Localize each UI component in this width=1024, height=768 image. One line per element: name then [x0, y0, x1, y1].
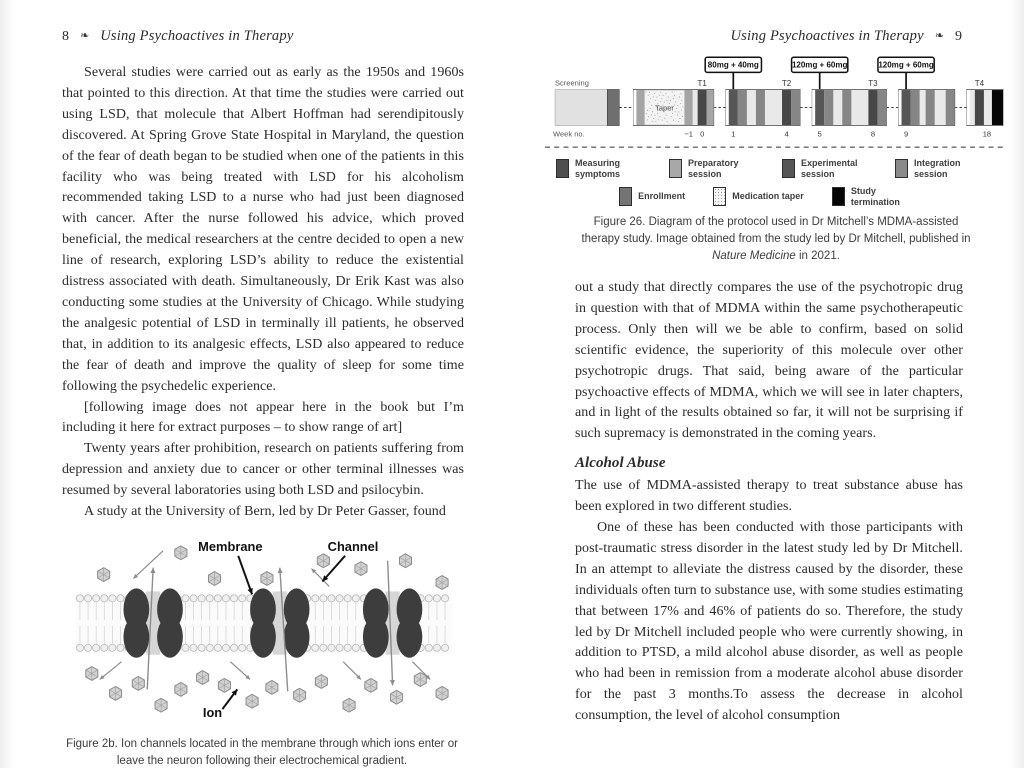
channel-protein — [250, 588, 276, 657]
right-running-title: Using Psychoactives in Therapy — [730, 28, 924, 44]
ion-label: Ion — [202, 705, 223, 721]
legend-row-1 — [545, 158, 997, 179]
legend-color-chip — [832, 187, 845, 206]
timepoint-label: T2 — [781, 78, 792, 88]
fleuron-icon: ❧ — [80, 29, 90, 42]
ion-hexagon — [197, 670, 209, 684]
ion-hexagon — [110, 686, 122, 700]
membrane-drawing — [76, 546, 452, 712]
right-page-number: 9 — [955, 29, 962, 44]
right-running-head — [545, 28, 1010, 48]
legend-label: Measuring symptoms — [575, 158, 621, 179]
legend-item — [895, 158, 986, 179]
legend-color-chip — [669, 159, 682, 178]
left-running-title: Using Psychoactives in Therapy — [100, 28, 294, 44]
legend-label: Preparatory session — [688, 158, 739, 179]
legend-color-chip — [713, 187, 726, 206]
legend-label: Study termination — [850, 186, 900, 207]
left-page-number: 8 — [62, 29, 69, 44]
membrane-figure — [62, 535, 462, 723]
protocol-figure-block — [545, 55, 1007, 265]
channel-protein — [284, 588, 310, 657]
ion-hexagon — [365, 678, 377, 692]
ion-hexagon — [391, 690, 403, 704]
legend-color-chip — [895, 159, 908, 178]
membrane-label: Membrane — [198, 538, 263, 554]
legend-item — [713, 187, 804, 206]
legend-item — [619, 187, 685, 206]
channel-protein — [157, 588, 183, 657]
screening-label: Screening — [555, 78, 589, 88]
protocol-legend — [545, 158, 997, 207]
dose-callout: 120mg + 60mg — [878, 60, 934, 70]
fleuron-icon: ❧ — [934, 29, 944, 42]
ion-hexagon — [261, 572, 273, 586]
week-number: −1 — [684, 129, 693, 139]
channel-protein — [397, 588, 423, 657]
legend-item — [832, 186, 923, 207]
paragraph: The use of MDMA-assisted therapy to treat substance abuse has been explored in two different studies. — [575, 478, 963, 515]
paragraph: One of these has been conducted with those participants with post-traumatic stress disorder in the latest study led by Dr Mitchell. In an attempt to alleviate the distress caused by the disorder, these individuals often turn to substance use, with some studies estimating that between 17% and 46% of patients do so. Therefore, the study led by Dr Mitchell included people who were currently showing, in addition to PTSD, a mild alcohol abuse disorder, as well as people who had been in remission from a moderate alcohol abuse disorder for the past 3 months.To assess the decrease in alcohol consumption, the level of alcohol consumption — [575, 519, 963, 724]
legend-label: Medication taper — [732, 191, 804, 202]
paragraph: out a study that directly compares the use of the psychotropic drug in question with that of MDMA within the same psychotherapeutic process. Only then will we be able to confirm, based on solid scientific evidence, the superiority of this molecule over other psychotropic drugs. That said, being aware of the particular psychoactive effects of MDMA, which we will see in later chapters, and in light of the results obtained so far, it will not be surprising if such supremacy is demonstrated in the coming years. — [575, 280, 963, 442]
legend-item — [669, 158, 760, 179]
ion-hexagon — [436, 576, 448, 590]
legend-color-chip — [782, 159, 795, 178]
legend-label: Integration session — [914, 158, 961, 179]
membrane-figure-caption: Figure 2b. Ion channels located in the membrane through which ions enter or leave the neuron following their electrochemical gradient. — [66, 737, 458, 767]
paragraph: Twenty years after prohibition, research on patients suffering from depression and anxiety due to cancer or other terminal illnesses was resumed by several laboratories using both LSD and psilocybin. — [62, 441, 464, 499]
ion-hexagon — [98, 568, 110, 582]
week-number: 1 — [731, 129, 736, 139]
dose-callout: 80mg + 40mg — [707, 60, 759, 70]
right-body-text — [575, 278, 963, 727]
ion-hexagon — [246, 694, 258, 708]
ion-hexagon — [132, 676, 144, 690]
legend-item — [782, 158, 873, 179]
paragraph-editorial-note: [following image does not appear here in the book but I’m including it here for extract purposes – to show range of art] — [62, 399, 464, 436]
ion-hexagon — [343, 698, 355, 712]
channel-protein — [363, 588, 389, 657]
legend-label: Experimental session — [801, 158, 858, 179]
caption-text: Figure 26. Diagram of the protocol used in Dr Mitchell’s MDMA-assisted therapy study. Image obtained from the study led by Dr Mitchell, published in — [581, 216, 971, 245]
legend-label: Enrollment — [638, 191, 686, 202]
ion-hexagon — [86, 667, 98, 681]
ion-hexagon — [218, 678, 230, 692]
page-edge-shadow-right — [1010, 0, 1024, 768]
dose-callout: 120mg + 60mg — [791, 60, 848, 70]
week-number: 0 — [700, 129, 705, 139]
left-running-head — [62, 28, 464, 48]
paragraph: Several studies were carried out as early as the 1950s and 1960s that pointed to this direction. At that time the studies were carried out using LSD, that molecule that Albert Hoffman had serendipitously discovered. At Spring Grove State Hospital in Maryland, the question of the fear of death began to be studied when one of the patients in this facility who was being treated with LSD for his alcoholism recommended taking LSD to a nurse who had just been diagnosed with cancer. After the nurse followed his advice, which proved beneficial, the medical researchers at the centre decided to open a new line of research, exploring LSD’s ability to reduce the existential distress associated with death. Simultaneously, Dr Erik Kast was also conducting some studies at the University of Chicago. While studying the analgesic potential of LSD in terminally ill patients, he observed that, in addition to its analgesic effects, LSD also appeared to reduce the fear of death and improve the quality of sleep for some time following the psychedelic experience. — [62, 65, 464, 394]
page-edge-shadow-left — [0, 0, 14, 768]
ion-hexagon — [414, 672, 426, 686]
paragraph: A study at the University of Bern, led by Dr Peter Gasser, found — [84, 504, 446, 520]
caption-journal-name: Nature Medicine — [712, 250, 796, 262]
ion-hexagon — [175, 682, 187, 696]
week-number: 8 — [870, 129, 876, 139]
ion-hexagon — [317, 554, 329, 568]
membrane-figure-block — [62, 535, 464, 768]
taper-label: Taper — [655, 103, 674, 113]
ion-hexagon — [175, 546, 187, 560]
ion-hexagon — [315, 674, 327, 688]
week-number: 18 — [982, 129, 992, 139]
timepoint-label: T1 — [697, 78, 707, 88]
left-page — [62, 0, 464, 768]
protocol-figure-caption — [576, 214, 976, 265]
channel-protein — [123, 588, 149, 657]
legend-row-2 — [545, 186, 997, 207]
ion-hexagon — [266, 680, 278, 694]
left-body-text — [62, 63, 464, 523]
caption-text: in 2021. — [795, 250, 840, 262]
week-number: 4 — [784, 129, 789, 139]
right-page — [545, 0, 1010, 768]
ion-hexagon — [399, 554, 411, 568]
legend-color-chip — [619, 187, 632, 206]
week-axis-label: Week no. — [553, 129, 585, 139]
week-number: 5 — [817, 129, 822, 139]
timepoint-label: T4 — [974, 78, 985, 88]
channel-label: Channel — [327, 538, 379, 554]
legend-item — [556, 158, 647, 179]
protocol-timeline-diagram — [545, 55, 1007, 151]
legend-color-chip — [556, 159, 569, 178]
protocol-drawing — [545, 57, 1007, 147]
ion-hexagon — [208, 572, 220, 586]
ion-hexagon — [155, 698, 167, 712]
ion-hexagon — [436, 686, 448, 700]
timepoint-label: T3 — [868, 78, 878, 88]
section-heading: Alcohol Abuse — [575, 455, 666, 472]
ion-hexagon — [355, 562, 367, 576]
ion-hexagon — [294, 688, 306, 702]
week-number: 9 — [903, 129, 909, 139]
